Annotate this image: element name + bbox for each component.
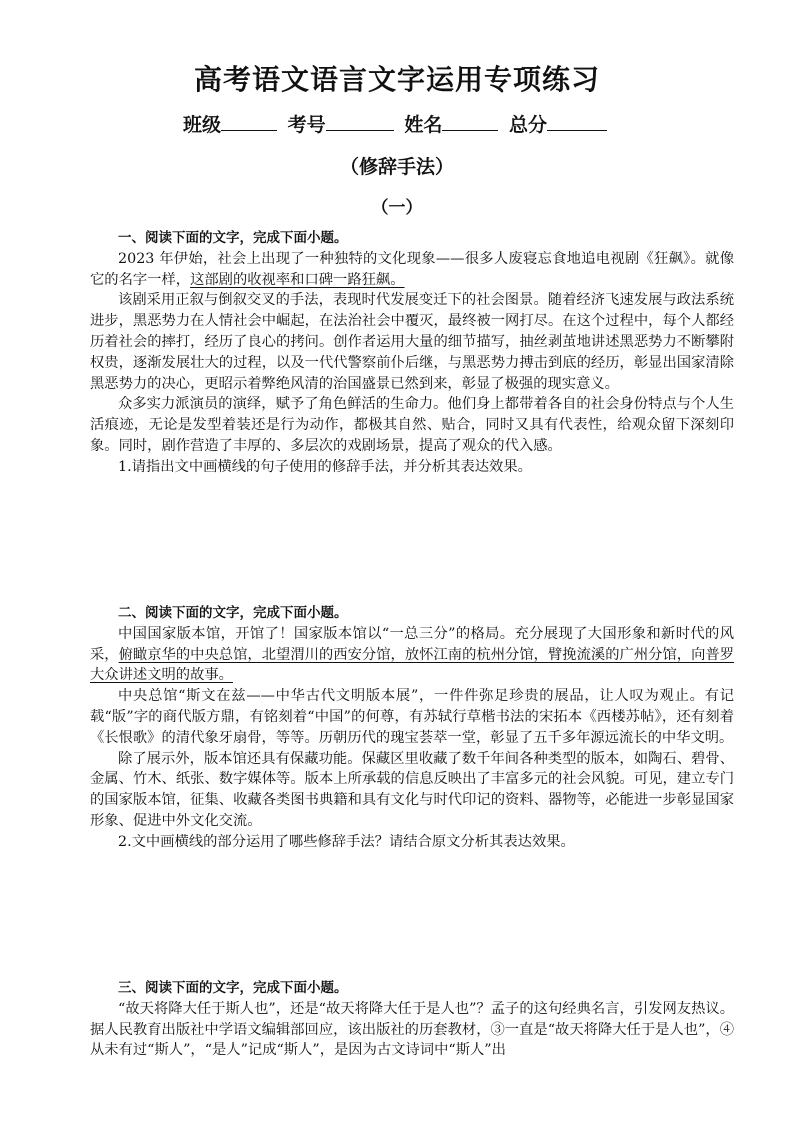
student-info-row [0,110,794,137]
section-2-paragraph-2: 中央总馆“斯文在兹——中华古代文明版本展”，一件件弥足珍贵的展品，让人叹为观止。有记载“版”字的商代版方鼎，有铭刻着“中国”的何尊，有苏轼行草楷书法的宋拓本《西楼苏帖》，还有刻着《长恨歌》的清代象牙扇骨，等等。历朝历代的瑰宝荟萃一堂，彰显了五千多年源远流长的中华文明。 [90,688,734,746]
section-1-heading: 一、阅读下面的文字，完成下面小题。 [118,230,348,246]
question-2: 2.文中画横线的部分运用了哪些修辞手法？请结合原文分析其表达效果。 [118,833,575,850]
exam-number-blank[interactable] [326,112,394,131]
section-2-p1-text: 中国国家版本馆，开馆了！国家版本馆以“一总三分”的格局。充分展现了大国形象和新时代的风采， [90,625,734,663]
class-blank[interactable] [221,112,277,131]
part-number: （一） [371,198,423,218]
section-3 [90,978,734,1061]
section-1-paragraph-2: 该剧采用正叙与倒叙交叉的手法，表现时代发展变迁下的社会图景。随着经济飞速发展与政法系统进步，黑恶势力在人情社会中崛起，在法治社会中覆灭，最终被一网打尽。在这个过程中，每个人都经历着社会的摔打，经历了良心的拷问。创作者运用大量的细节描写，抽丝剥茧地讲述黑恶势力不断攀附权贵，逐渐发展壮大的过程，以及一代代警察前仆后继，与黑恶势力搏击到底的经历，彰显出国家清除黑恶势力的决心，更昭示着弊绝风清的治国盛景已然到来，彰显了极强的现实意义。 [90,292,734,392]
name-blank[interactable] [442,112,498,131]
topic-subtitle: （修辞手法） [339,156,454,178]
field-class-label: 班级 [183,114,222,136]
total-score-blank[interactable] [547,112,607,131]
section-3-heading: 三、阅读下面的文字，完成下面小题。 [118,980,348,996]
field-exam-number-label: 考号 [287,114,326,136]
section-1-p1-text: 2023 年伊始，社会上出现了一种独特的文化现象——很多人废寝忘食地追电视剧《狂飙》。就像它的名字一样， [90,250,734,288]
page-title: 高考语文语言文字运用专项练习 [193,63,600,96]
section-2-heading: 二、阅读下面的文字，完成下面小题。 [118,605,348,621]
field-name-label: 姓名 [404,114,443,136]
section-1-underlined-sentence: 这部剧的收视率和口碑一路狂飙。 [190,271,405,288]
section-3-paragraph-1: “故天将降大任于斯人也”，还是“故天将降大任于是人也”？孟子的这句经典名言，引发网友热议。据人民教育出版社中学语文编辑部回应，该出版社的历套教材，③一直是“故天将降大任于是人也”，④从未有过“斯人”，“是人”记成“斯人”，是因为古文诗词中“斯人”出 [90,1000,734,1059]
section-2 [90,603,734,853]
section-2-paragraph-1 [90,624,734,686]
section-1 [90,228,734,478]
question-1: 1.请指出文中画横线的句子使用的修辞手法，并分析其表达效果。 [118,458,532,475]
section-2-underlined-sentence: 俯瞰京华的中央总馆，北望渭川的西安分馆，放怀江南的杭州分馆，臂挽流溪的广州分馆，向普罗大众讲述文明的故事。 [90,646,734,684]
field-total-score-label: 总分 [508,114,547,136]
section-1-paragraph-3: 众多实力派演员的演绎，赋予了角色鲜活的生命力。他们身上都带着各自的社会身份特点与个人生活痕迹，无论是发型着装还是行为动作，都极其自然、贴合，同时又具有代表性，给观众留下深刻印象。同时，剧作营造了丰厚的、多层次的戏剧场景，提高了观众的代入感。 [90,396,734,454]
section-2-paragraph-3: 除了展示外，版本馆还具有保藏功能。保藏区里收藏了数千年间各种类型的版本，如陶石、碧骨、金属、竹木、纸张、数字媒体等。版本上所承载的信息反映出了丰富多元的社会风貌。可见，建立专门的国家版本馆，征集、收藏各类图书典籍和具有文化与时代印记的资料、器物等，必能进一步彰显国家形象、促进中外文化交流。 [90,750,734,829]
section-1-paragraph-1 [90,249,734,291]
